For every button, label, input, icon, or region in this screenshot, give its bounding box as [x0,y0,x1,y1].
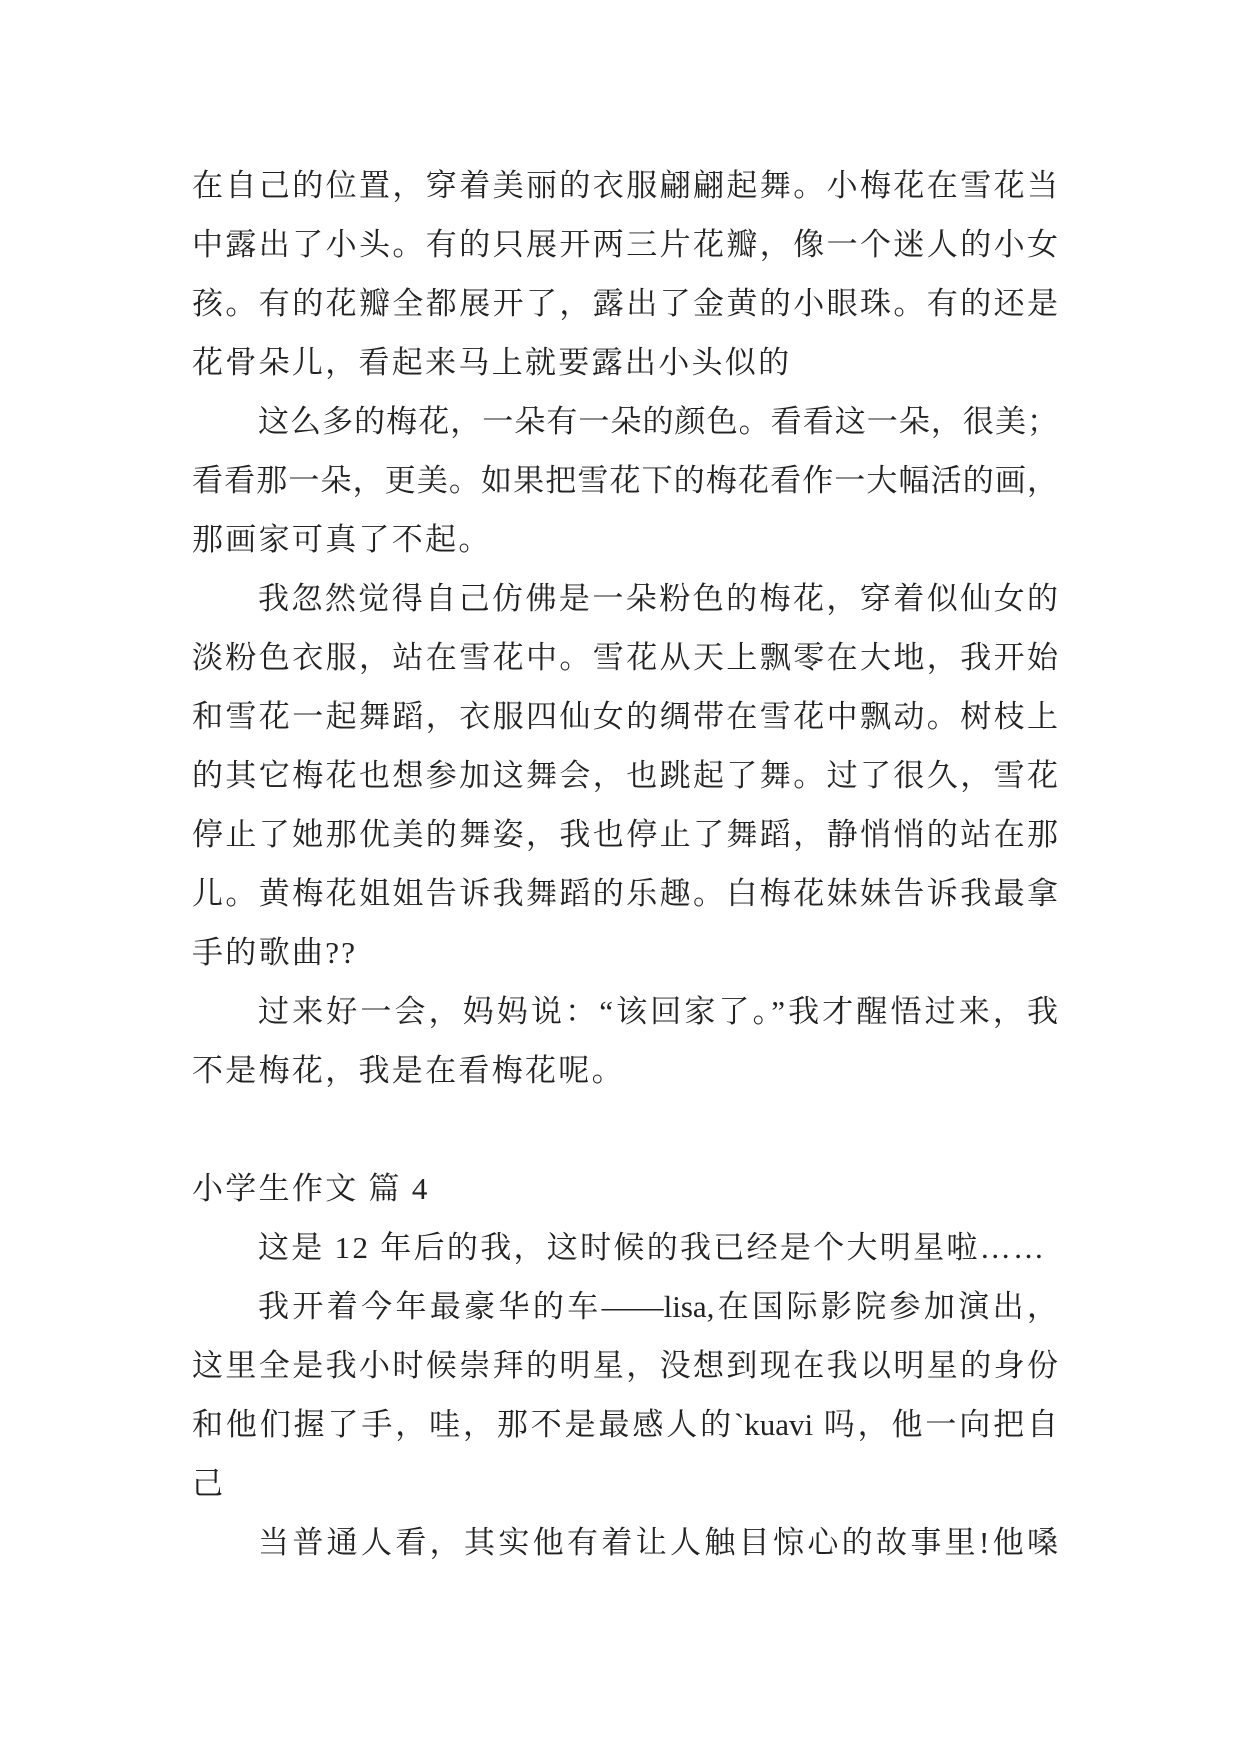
paragraph-line: 的其它梅花也想参加这舞会，也跳起了舞。过了很久，雪花 [192,758,1058,793]
paragraph-line: 这么多的梅花，一朵有一朵的颜色。看看这一朵，很美； [258,404,1058,439]
paragraph [192,1513,1058,1572]
paragraph [192,569,1058,982]
paragraph-line: 花骨朵儿，看起来马上就要露出小头似的 [192,345,792,380]
paragraph-line: 在自己的位置，穿着美丽的衣服翩翩起舞。小梅花在雪花当 [192,168,1058,203]
paragraph-line: 停止了她那优美的舞姿，我也停止了舞蹈，静悄悄的站在那 [192,817,1058,852]
paragraph [192,156,1058,392]
paragraph-line: 这是 12 年后的我，这时候的我已经是个大明星啦…… [258,1230,1047,1265]
document-body [192,156,1058,1572]
paragraph-line: 过来好一会，妈妈说：“该回家了。”我才醒悟过来，我 [258,994,1058,1029]
paragraph [192,1218,1058,1277]
paragraph-line: 我开着今年最豪华的车——lisa,在国际影院参加演出， [258,1289,1058,1324]
paragraph-line: 我忽然觉得自己仿佛是一朵粉色的梅花，穿着似仙女的 [258,581,1058,616]
paragraph [192,982,1058,1100]
paragraph-line: 不是梅花，我是在看梅花呢。 [192,1053,625,1088]
paragraph-line: 中露出了小头。有的只展开两三片花瓣，像一个迷人的小女 [192,227,1058,262]
paragraph-line: 儿。黄梅花姐姐告诉我舞蹈的乐趣。白梅花妹妹告诉我最拿 [192,876,1058,911]
paragraph-line: 和他们握了手，哇，那不是最感人的`kuavi 吗，他一向把自 [192,1407,1058,1442]
paragraph-line: 和雪花一起舞蹈，衣服四仙女的绸带在雪花中飘动。树枝上 [192,699,1058,734]
paragraph-line: 手的歌曲?? [192,935,358,970]
paragraph-line: 淡粉色衣服，站在雪花中。雪花从天上飘零在大地，我开始 [192,640,1058,675]
paragraph-line: 己 [192,1466,226,1501]
paragraph-line: 那画家可真了不起。 [192,522,492,557]
paragraph-line: 孩。有的花瓣全都展开了，露出了金黄的小眼珠。有的还是 [192,286,1058,321]
paragraph-line: 看看那一朵，更美。如果把雪花下的梅花看作一大幅活的画， [192,463,1058,498]
paragraph [192,392,1058,569]
blank-line [192,1100,1058,1159]
paragraph [192,1277,1058,1513]
section-heading: 小学生作文 篇 4 [192,1171,430,1206]
paragraph-line: 这里全是我小时候崇拜的明星，没想到现在我以明星的身份 [192,1348,1058,1383]
paragraph-line: 当普通人看，其实他有着让人触目惊心的故事里!他嗓 [258,1525,1058,1560]
